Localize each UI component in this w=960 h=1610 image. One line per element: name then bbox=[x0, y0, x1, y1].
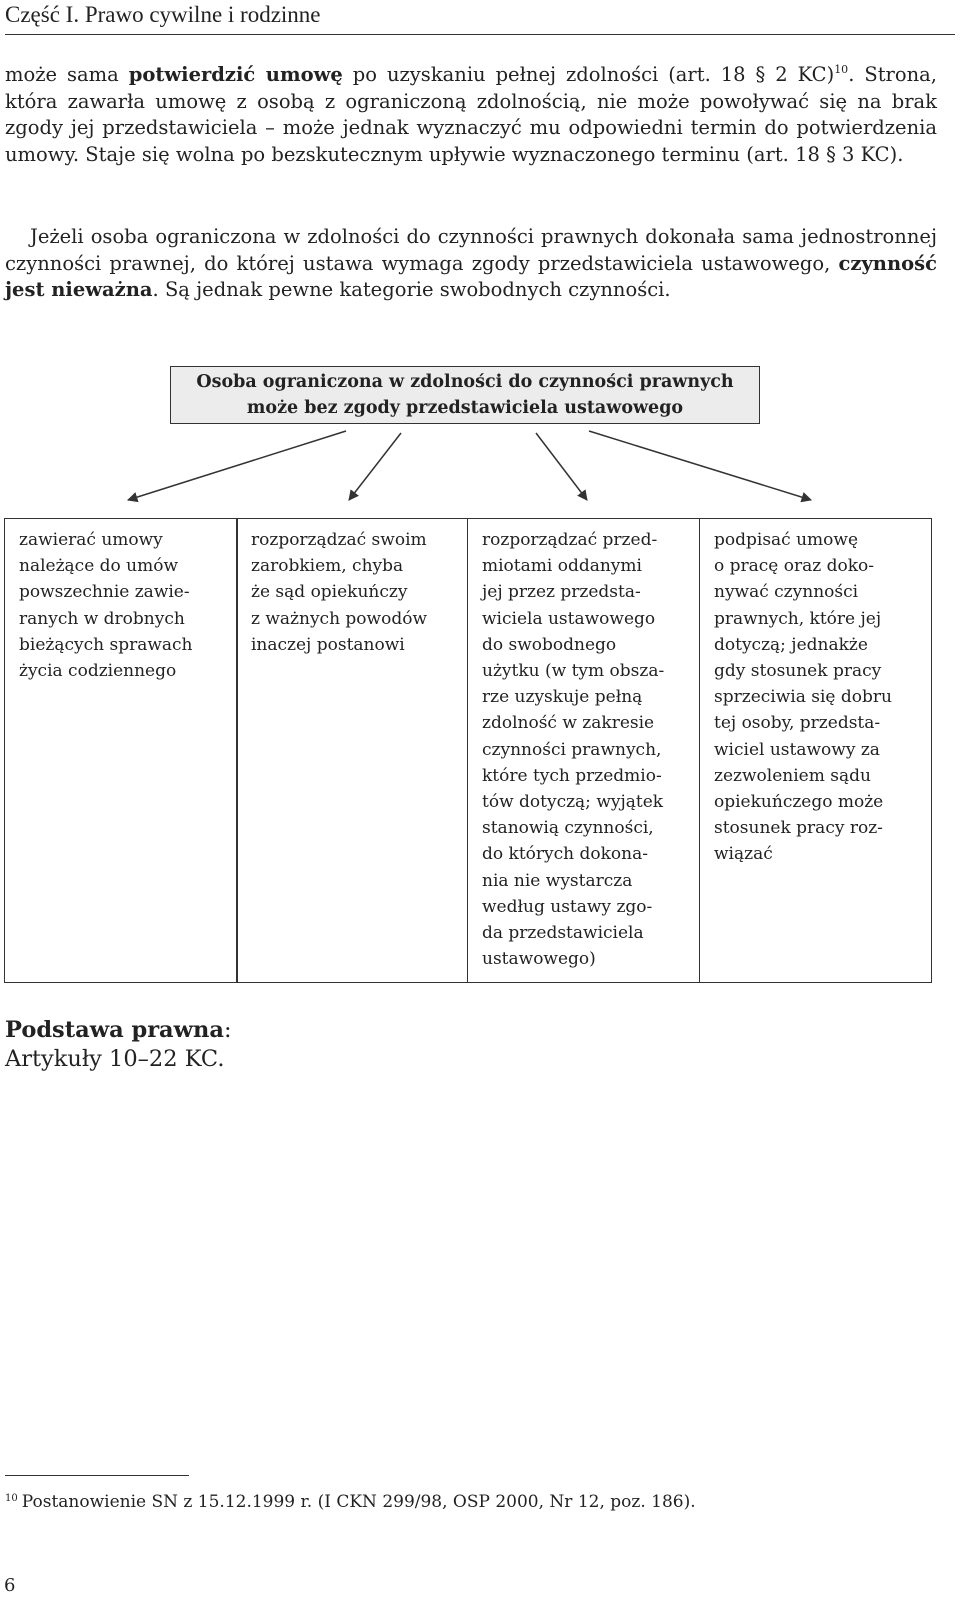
diagram-column-3-line: wiciela ustawowego bbox=[482, 608, 656, 629]
diagram-column-4-line: sprzeciwia się dobru bbox=[714, 687, 892, 708]
diagram-column-2-line: że sąd opiekuńczy bbox=[251, 582, 408, 603]
diagram-column-3-line: stanowią czynności, bbox=[482, 818, 654, 839]
diagram-column-1-line: należące do umów bbox=[19, 556, 179, 577]
diagram-root-box bbox=[170, 366, 760, 424]
diagram-column-3-line: rze uzyskuje pełną bbox=[482, 687, 643, 708]
diagram-column-3-line: ustawowego) bbox=[482, 949, 596, 970]
diagram-column-1-line: powszechnie zawie- bbox=[19, 582, 190, 603]
para1-bold-1: potwierdzić umowę bbox=[128, 63, 343, 86]
paragraph-unilateral-act bbox=[5, 224, 937, 304]
diagram-column-2-line: inaczej postanowi bbox=[251, 634, 405, 655]
para1-text-2: po uzyskaniu pełnej zdolności (art. 18 § 2 KC) bbox=[342, 63, 835, 86]
diagram-column-1-line: życia codziennego bbox=[19, 661, 177, 682]
footnote-number: 10 bbox=[5, 1493, 18, 1504]
diagram-column-2-line: zarobkiem, chyba bbox=[251, 556, 404, 577]
legal-basis-label: Podstawa prawna bbox=[5, 1017, 224, 1043]
legal-basis-text: Artykuły 10–22 KC. bbox=[5, 1046, 225, 1072]
arrow-to-column-2 bbox=[349, 433, 401, 500]
diagram-column-3-line: da przedstawiciela bbox=[482, 923, 644, 944]
footnote-separator bbox=[5, 1475, 189, 1476]
diagram-root-line-1: Osoba ograniczona w zdolności do czynności prawnych bbox=[196, 372, 734, 392]
diagram-column-4-line: podpisać umowę bbox=[714, 530, 859, 550]
diagram-column-3-line: czynności prawnych, bbox=[482, 739, 662, 760]
diagram-column-2-line: rozporządzać swoim bbox=[251, 530, 427, 550]
diagram-column-4-line: dotyczą; jednakże bbox=[714, 634, 868, 655]
arrow-to-column-1 bbox=[128, 431, 346, 500]
paragraph-confirmation bbox=[5, 62, 937, 168]
arrow-to-column-3 bbox=[536, 433, 587, 500]
diagram-column-4-line: nywać czynności bbox=[714, 582, 859, 603]
running-header: Część I. Prawo cywilne i rodzinne bbox=[5, 0, 955, 35]
diagram-column-3-line: do swobodnego bbox=[482, 634, 617, 655]
diagram-column-3-line: miotami oddanymi bbox=[482, 556, 642, 577]
para2-text-1: Jeżeli osoba ograniczona w zdolności do czynności prawnych dokonała sama jednostronnej czynności prawnej, do której ustawa wymaga zgody przedstawiciela ustawowego, bbox=[5, 225, 937, 275]
footnote-text: Postanowienie SN z 15.12.1999 r. (I CKN 299/98, OSP 2000, Nr 12, poz. 186). bbox=[21, 1492, 696, 1512]
diagram-column-3 bbox=[467, 518, 700, 983]
diagram-column-3-line: które tych przedmio- bbox=[482, 765, 662, 786]
para1-text-1: może sama bbox=[5, 63, 129, 86]
diagram-column-3-line: tów dotyczą; wyjątek bbox=[482, 792, 664, 813]
diagram-column-4-line: stosunek pracy roz- bbox=[714, 818, 883, 839]
diagram-column-3-line: według ustawy zgo- bbox=[482, 896, 653, 917]
diagram-column-1-line: zawierać umowy bbox=[19, 530, 163, 550]
diagram-root-line-2: może bez zgody przedstawiciela ustawowego bbox=[246, 398, 684, 418]
para2-text-2: . Są jednak pewne kategorie swobodnych czynności. bbox=[152, 278, 671, 301]
diagram-column-3-line: nia nie wystarcza bbox=[482, 870, 633, 891]
legal-basis-colon: : bbox=[223, 1017, 232, 1043]
legal-basis bbox=[5, 1016, 232, 1074]
diagram-column-4-line: tej osoby, przedsta- bbox=[714, 713, 881, 734]
diagram-column-4-line: wiciel ustawowy za bbox=[714, 739, 880, 760]
diagram-column-3-line: zdolność w zakresie bbox=[482, 713, 655, 734]
footnote-reference: 10 bbox=[834, 63, 849, 76]
diagram-column-3-line: rozporządzać przed- bbox=[482, 530, 658, 550]
para1-text-3: . Strona, która zawarła umowę z osobą z ograniczoną zdolnością, nie może powoływać się na brak zgody jej przedstawiciela – może jednak wyznaczyć mu odpowiedni termin do potwierdzenia umowy. Staje się wolna po bezskutecznym upływie wyznaczonego terminu (art. 18 § 3 KC). bbox=[5, 63, 937, 166]
diagram-column-4 bbox=[699, 518, 932, 983]
diagram-column-4-line: zezwoleniem sądu bbox=[714, 765, 871, 786]
diagram-column-3-line: użytku (w tym obsza- bbox=[482, 661, 665, 682]
diagram-column-4-line: opiekuńczego może bbox=[714, 792, 884, 813]
diagram-column-4-line: o pracę oraz doko- bbox=[714, 556, 875, 577]
diagram-column-3-line: do których dokona- bbox=[482, 844, 648, 865]
diagram-column-3-line: jej przez przedsta- bbox=[482, 582, 641, 603]
diagram-column-4-line: gdy stosunek pracy bbox=[714, 661, 882, 682]
diagram-column-1-line: ranych w drobnych bbox=[19, 608, 185, 629]
diagram-column-2 bbox=[236, 518, 468, 983]
legal-basis-heading bbox=[5, 1016, 232, 1045]
diagram-column-4-line: prawnych, które jej bbox=[714, 608, 882, 629]
footnote bbox=[5, 1490, 696, 1514]
page-number: 6 bbox=[4, 1575, 16, 1596]
para2-bold-1: czynność jest nieważna bbox=[5, 251, 937, 301]
diagram-column-1-line: bieżących sprawach bbox=[19, 634, 193, 655]
diagram-column-4-line: wiązać bbox=[714, 844, 773, 865]
diagram-column-1 bbox=[4, 518, 238, 983]
arrow-to-column-4 bbox=[589, 431, 811, 500]
diagram-column-2-line: z ważnych powodów bbox=[251, 608, 428, 629]
